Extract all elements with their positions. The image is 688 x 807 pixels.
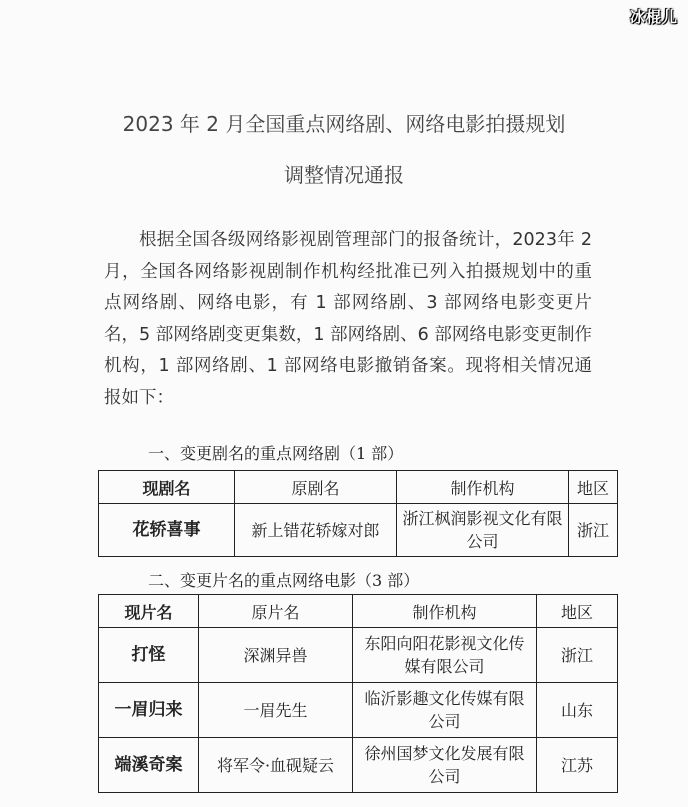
table-row: [99, 738, 618, 793]
region-cell: 江苏: [537, 738, 618, 793]
region-cell: 浙江: [537, 628, 618, 683]
watermark: 冰棍儿: [629, 8, 678, 26]
table-row: [99, 683, 618, 738]
producer-cell: [353, 683, 537, 738]
header-producer: 制作机构: [397, 471, 569, 504]
producer-text: 浙江枫润影视文化有限公司: [402, 509, 563, 551]
header-original-name: 原剧名: [235, 471, 397, 504]
header-region: 地区: [569, 471, 618, 504]
document-subtitle: 调整情况通报: [284, 163, 404, 187]
section-heading-2: 二、变更片名的重点网络电影（3 部）: [148, 571, 420, 590]
original-name-cell: 新上错花轿嫁对郎: [235, 504, 397, 557]
header-current-name: 现剧名: [99, 471, 235, 504]
current-name-cell: 打怪: [99, 628, 199, 683]
original-name-cell: 将军令·血砚疑云: [199, 738, 353, 793]
drama-name-change-table: [98, 470, 618, 557]
producer-text: 临沂影趣文化传媒有限公司: [364, 689, 525, 731]
header-region: 地区: [537, 595, 618, 628]
table-header-row: [99, 595, 618, 628]
original-name-cell: 深渊异兽: [199, 628, 353, 683]
document-title: 2023 年 2 月全国重点网络剧、网络电影拍摄规划: [122, 112, 566, 136]
producer-text: 东阳向阳花影视文化传媒有限公司: [364, 634, 525, 676]
current-name-cell: 一眉归来: [99, 683, 199, 738]
producer-cell: [397, 504, 569, 557]
original-name-cell: 一眉先生: [199, 683, 353, 738]
producer-cell: [353, 738, 537, 793]
region-cell: 浙江: [569, 504, 618, 557]
header-current-name: 现片名: [99, 595, 199, 628]
table-header-row: [99, 471, 618, 504]
header-producer: 制作机构: [353, 595, 537, 628]
header-original-name: 原片名: [199, 595, 353, 628]
table-row: [99, 628, 618, 683]
region-cell: 山东: [537, 683, 618, 738]
film-name-change-table: [98, 594, 618, 793]
section-heading-1: 一、变更剧名的重点网络剧（1 部）: [148, 444, 404, 463]
current-name-cell: 端溪奇案: [99, 738, 199, 793]
intro-paragraph: 根据全国各级网络影视剧管理部门的报备统计，2023年 2 月，全国各网络影视剧制作机构经批准已列入拍摄规划中的重点网络剧、网络电影，有 1 部网络剧、3 部网络电影变更片名，5 部网络剧变更集数，1 部网络剧、6 部网络电影变更制作机构，1 部网络剧、1 部网络电影撤销备案。现将相关情况通报如下：: [104, 230, 592, 408]
producer-text: 徐州国梦文化发展有限公司: [364, 744, 525, 786]
table-row: [99, 504, 618, 557]
producer-cell: [353, 628, 537, 683]
current-name-cell: 花轿喜事: [99, 504, 235, 557]
